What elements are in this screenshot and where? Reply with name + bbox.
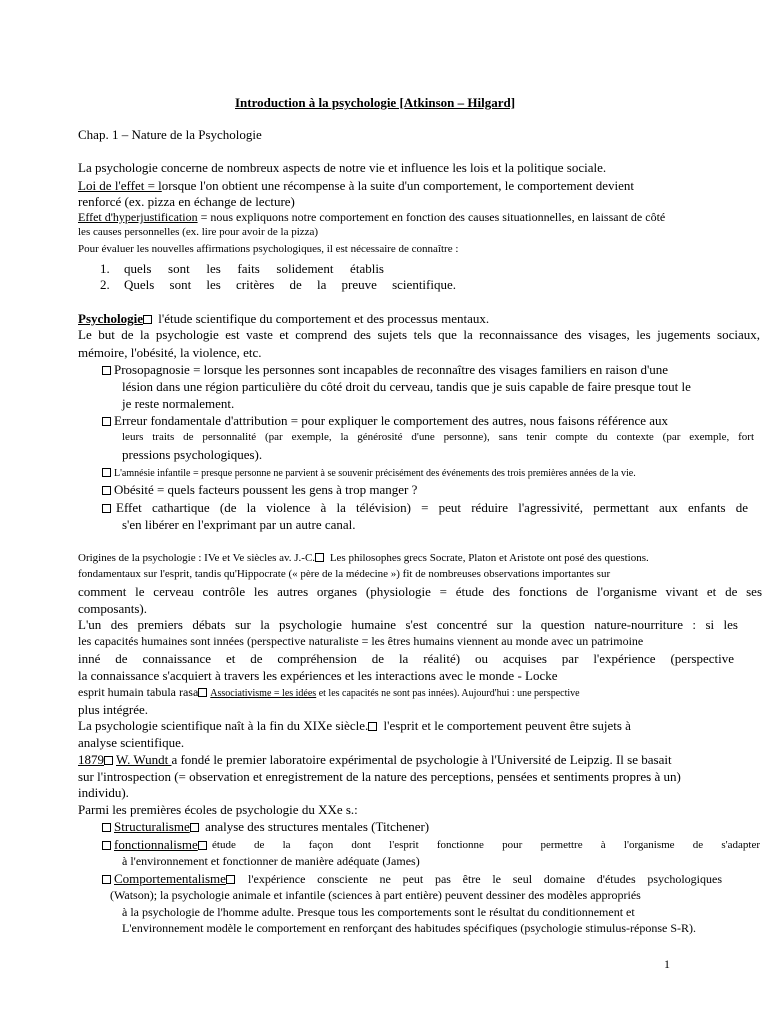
- missing-glyph-icon: [190, 823, 199, 832]
- missing-glyph-icon: [102, 486, 111, 495]
- list-number: 2.: [100, 277, 110, 292]
- list-number: 1.: [100, 261, 110, 276]
- bullet-obesite: Obésité = quels facteurs poussent les gens à trop manger ?: [102, 483, 417, 496]
- intro-line: La psychologie concerne de nombreux aspects de notre vie et influence les lois et la politique sociale.: [78, 160, 607, 175]
- missing-glyph-icon: [102, 504, 111, 513]
- bullet-cont: pressions psychologiques).: [122, 447, 263, 462]
- origins-line: Origines de la psychologie : IVe et Ve siècles av. J.-C. Les philosophes grecs Socrate, Platon et Aristote ont posé des questions.: [78, 552, 649, 564]
- origins-line: composants).: [78, 601, 147, 616]
- psychologie-definition: [78, 312, 489, 325]
- document-title: Introduction à la psychologie [Atkinson – Hilgard]: [235, 95, 516, 110]
- missing-glyph-icon: [198, 688, 207, 697]
- wundt-line: 1879 W. Wundt a fondé le premier laboratoire expérimental de psychologie à l'Université de Leipzig. Il se basait: [78, 752, 672, 767]
- bullet-cont: je reste normalement.: [122, 396, 235, 411]
- missing-glyph-icon: [198, 841, 207, 850]
- missing-glyph-icon: [102, 841, 111, 850]
- bullet-cont: s'en libérer en l'exprimant par un autre canal.: [122, 517, 356, 532]
- origins-line: sur l'introspection (= observation et enregistrement de la nature des perceptions, pensées et sentiments propres à un): [78, 769, 681, 784]
- bullet-cathartique: [102, 501, 114, 514]
- missing-glyph-icon: [102, 823, 111, 832]
- psychologie-line: mémoire, l'obésité, la violence, etc.: [78, 345, 262, 360]
- school-fonctionnalisme: fonctionnalisme: [102, 838, 210, 851]
- origins-line: la connaissance s'acquiert à travers les expériences et les interactions avec le monde - Locke: [78, 668, 558, 683]
- evaluation-line: Pour évaluer les nouvelles affirmations psychologiques, il est nécessaire de connaître :: [78, 243, 459, 255]
- school-cont: L'environnement modèle le comportement en renforçant des habitudes spécifiques (psychologie stimulus-réponse S-R).: [122, 921, 697, 935]
- associativisme-term: Associativisme = les idées: [210, 688, 317, 699]
- school-comportementalisme-text: l'expérience consciente ne peut pas être le seul domaine d'études psychologiques: [248, 872, 722, 886]
- list-item: [100, 278, 110, 291]
- origins-line: fondamentaux sur l'esprit, tandis qu'Hippocrate (« père de la médecine ») fit de nombreuses observations importantes sur: [78, 568, 611, 580]
- origins-line: comment le cerveau contrôle les autres organes (physiologie = étude des fonctions de l'organisme vivant et de ses: [78, 584, 762, 599]
- school-structuralisme: Structuralisme analyse des structures mentales (Titchener): [102, 820, 429, 833]
- list-item-text: Quels sont les critères de la preuve scientifique.: [124, 277, 456, 292]
- missing-glyph-icon: [102, 417, 111, 426]
- loi-effet-term: Loi de l'effet = l: [78, 178, 162, 193]
- wundt-name: W. Wundt: [116, 752, 172, 767]
- hyperjustification-cont: les causes personnelles (ex. lire pour avoir de la pizza): [78, 226, 319, 238]
- bullet-cathartique-text: Effet cathartique (de la violence à la télévision) = peut réduire l'agressivité, permettant aux enfants de: [116, 500, 748, 515]
- hyperjustification-text: = nous expliquons notre comportement en fonction des causes situationnelles, en laissant de côté: [197, 210, 666, 224]
- origins-line: les capacités humaines sont innées (perspective naturaliste = les êtres humains viennent au monde avec un patrimoine: [78, 634, 644, 648]
- origins-line: analyse scientifique.: [78, 735, 185, 750]
- bullet-attribution: Erreur fondamentale d'attribution = pour expliquer le comportement des autres, nous faisons référence aux: [102, 414, 668, 427]
- page-number: 1: [664, 957, 670, 971]
- hyperjustification-line: [78, 211, 665, 223]
- school-cont: (Watson); la psychologie animale et infantile (sciences à part entière) peuvent dessiner des modèles appropriés: [110, 888, 641, 902]
- origins-line: plus intégrée.: [78, 702, 149, 717]
- missing-glyph-icon: [102, 875, 111, 884]
- origins-line: inné de connaissance et de compréhension de la réalité) ou acquises par l'expérience (perspective: [78, 651, 734, 666]
- origins-line: L'un des premiers débats sur la psychologie humaine s'est concentré sur la question nature-nourriture : si les: [78, 617, 738, 632]
- list-item: [100, 262, 110, 275]
- chapter-heading: Chap. 1 – Nature de la Psychologie: [78, 127, 262, 142]
- bullet-amnesie: L'amnésie infantile = presque personne ne parvient à se souvenir précisément des événements des trois premières années de la vie.: [102, 468, 636, 479]
- origins-line: esprit humain tabula rasa Associativisme = les idées et les capacités ne sont pas innées). Aujourd'hui : une perspective: [78, 685, 580, 699]
- missing-glyph-icon: [143, 315, 152, 324]
- year-1879: 1879: [78, 752, 104, 767]
- missing-glyph-icon: [226, 875, 235, 884]
- missing-glyph-icon: [315, 553, 324, 562]
- psychologie-term: Psychologie: [78, 311, 143, 326]
- origins-line: Parmi les premières écoles de psychologie du XXe s.:: [78, 802, 358, 817]
- loi-effet-text: orsque l'on obtient une récompense à la suite d'un comportement, le comportement devient: [161, 178, 634, 193]
- missing-glyph-icon: [102, 366, 111, 375]
- bullet-cont: lésion dans une région particulière du côté droit du cerveau, tandis que je suis capable de faire presque tout le: [122, 379, 691, 394]
- school-comportementalisme: Comportementalisme: [102, 872, 238, 885]
- missing-glyph-icon: [368, 722, 377, 731]
- loi-effet-cont: renforcé (ex. pizza en échange de lecture): [78, 194, 295, 209]
- loi-effet-line: [78, 179, 634, 192]
- missing-glyph-icon: [104, 756, 113, 765]
- origins-line: La psychologie scientifique naît à la fin du XIXe siècle. l'esprit et le comportement peuvent être sujets à: [78, 718, 631, 733]
- origins-line: individu).: [78, 785, 129, 800]
- missing-glyph-icon: [102, 468, 111, 477]
- bullet-prosopagnosie: Prosopagnosie = lorsque les personnes sont incapables de reconnaître des visages familiers en raison d'une: [102, 363, 668, 376]
- psychologie-text: l'étude scientifique du comportement et des processus mentaux.: [155, 311, 490, 326]
- school-cont: à l'environnement et fonctionner de manière adéquate (James): [122, 854, 420, 868]
- school-fonctionnalisme-text: étude de la façon dont l'esprit fonctionne pour permettre à l'organisme de s'adapter: [212, 839, 760, 851]
- bullet-cont: leurs traits de personnalité (par exemple, la générosité d'une personne), sans tenir compte du contexte (par exemple, fort: [122, 431, 754, 443]
- psychologie-line: Le but de la psychologie est vaste et comprend des sujets tels que la reconnaissance des visages, les jugements sociaux,: [78, 327, 760, 342]
- hyperjustification-term: Effet d'hyperjustification: [78, 210, 198, 224]
- school-cont: à la psychologie de l'homme adulte. Presque tous les comportements sont le résultat du conditionnement et: [122, 905, 635, 919]
- list-item-text: quels sont les faits solidement établis: [124, 261, 384, 276]
